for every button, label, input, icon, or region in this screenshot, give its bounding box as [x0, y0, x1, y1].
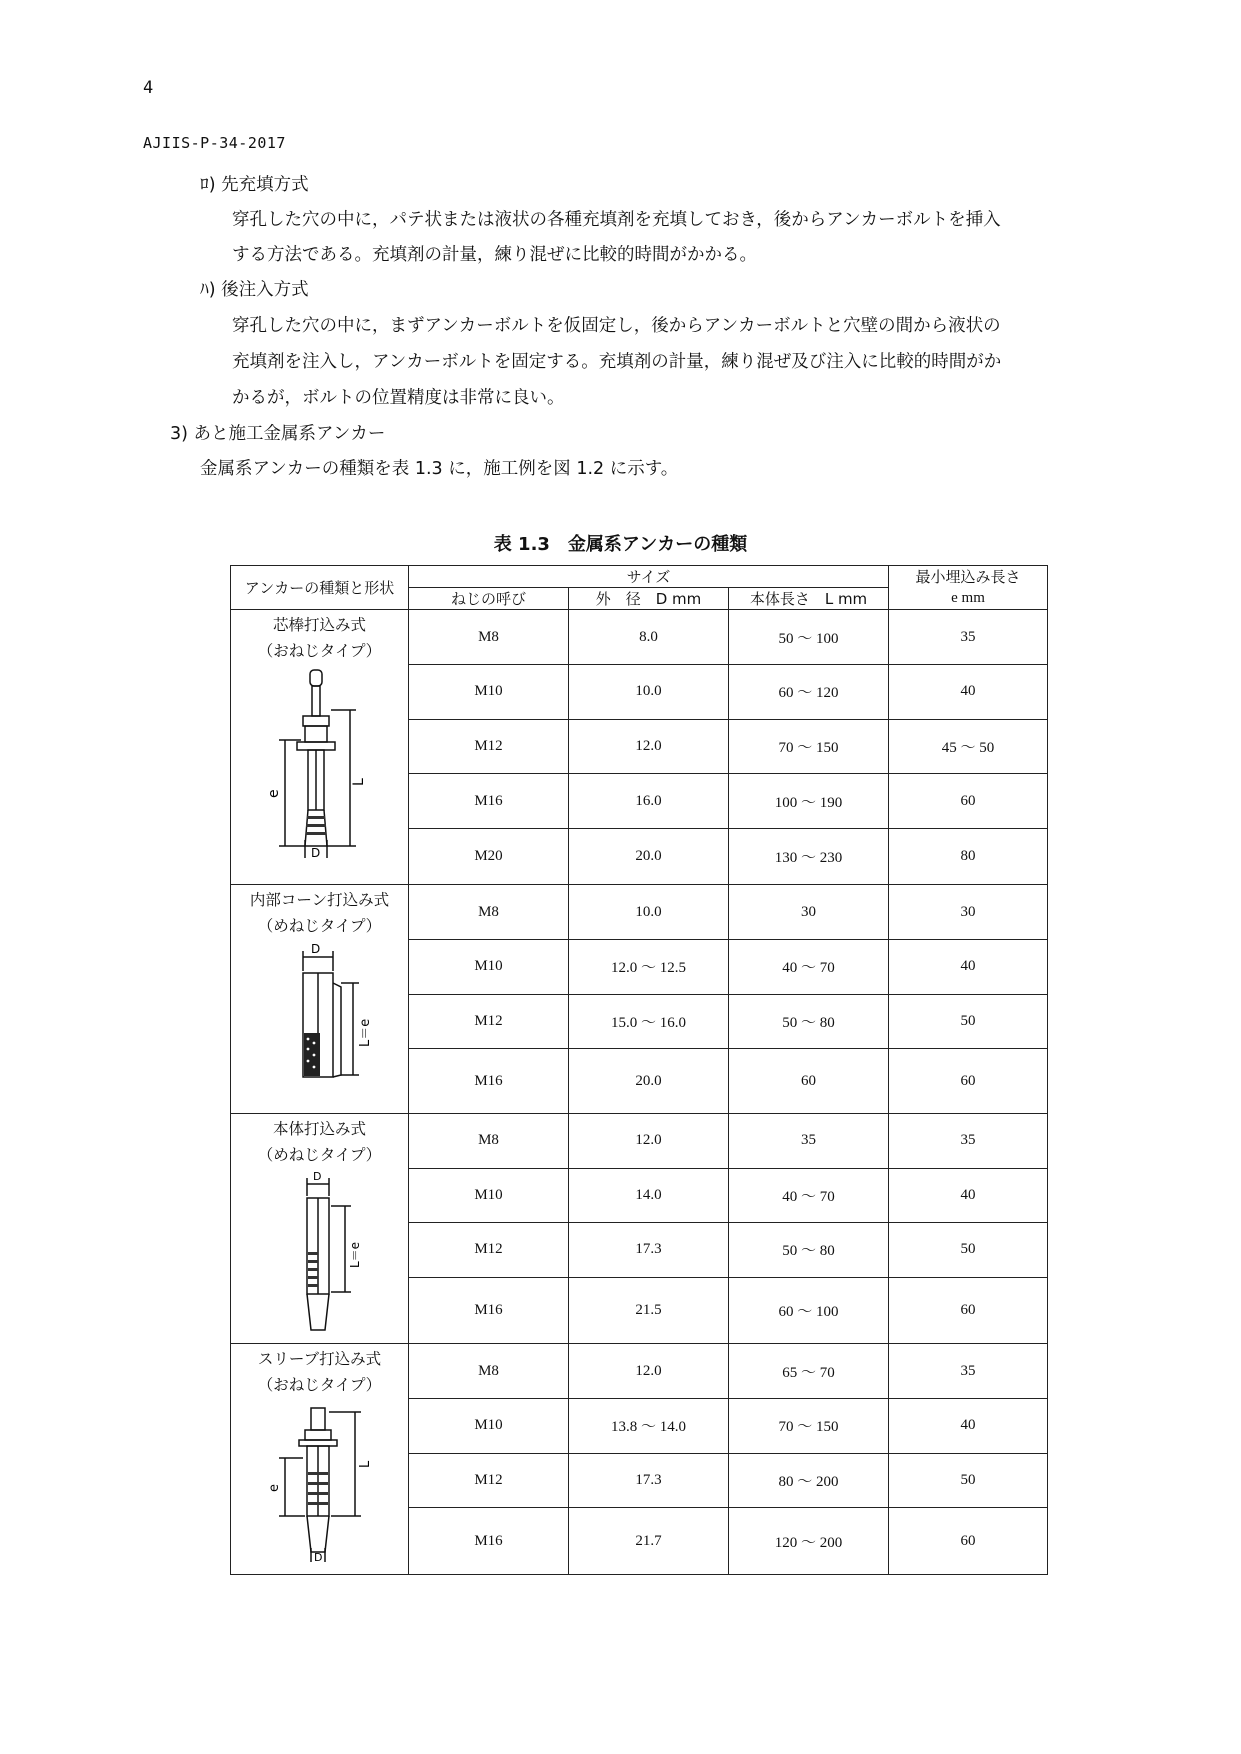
body-drive-anchor-drawing — [245, 1172, 395, 1332]
g4-r4-outer: 21.7 — [569, 1508, 729, 1575]
g1-r4-embed: 60 — [889, 774, 1048, 829]
g3-r2-outer: 14.0 — [569, 1168, 729, 1223]
g2-r2-outer: 12.0 ～ 12.5 — [569, 940, 729, 995]
g1-r3-embed: 45 ～ 50 — [889, 719, 1048, 774]
section-3-line: 金属系アンカーの種類を表 1.3 に，施工例を図 1.2 に示す。 — [200, 459, 679, 479]
g4-r1-thread: M8 — [409, 1344, 569, 1399]
section-ha-line-2: 充填剤を注入し，アンカーボルトを固定する。充填剤の計量，練り混ぜ及び注入に比較的時間がか — [232, 352, 1002, 372]
group-sleeve-name: スリーブ打込み式 — [257, 1350, 382, 1369]
group-body-drive-name: 本体打込み式 — [272, 1119, 366, 1138]
g2-r1-embed: 30 — [889, 885, 1048, 940]
g3-r4-length: 60 ～ 100 — [729, 1277, 889, 1344]
drawing-label-d: D — [310, 846, 320, 859]
g3-r2-embed: 40 — [889, 1168, 1048, 1223]
drawing-label-e: e — [265, 789, 282, 799]
g2-r2-thread: M10 — [409, 940, 569, 995]
g3-r1-length: 35 — [729, 1113, 889, 1168]
g3-r4-embed: 60 — [889, 1277, 1048, 1344]
g3-r2-thread: M10 — [409, 1168, 569, 1223]
g3-r3-embed: 50 — [889, 1223, 1048, 1278]
g1-r4-thread: M16 — [409, 774, 569, 829]
g1-r5-length: 130 ～ 230 — [729, 828, 889, 885]
g2-r4-embed: 60 — [889, 1049, 1048, 1114]
group-internal-cone-sub: （めねじタイプ） — [257, 917, 382, 936]
drawing-label-le-2: L＝e — [347, 1241, 362, 1268]
g4-r1-length: 65 ～ 70 — [729, 1344, 889, 1399]
table-title: 表 1.3 金属系アンカーの種類 — [493, 534, 748, 555]
group-internal-cone-cell — [231, 885, 409, 1113]
drawing-label-d-4: D — [313, 1551, 322, 1563]
g4-r4-embed: 60 — [889, 1508, 1048, 1575]
g4-r3-embed: 50 — [889, 1453, 1048, 1508]
g1-r4-outer: 16.0 — [569, 774, 729, 829]
g3-r2-length: 40 ～ 70 — [729, 1168, 889, 1223]
g2-r2-embed: 40 — [889, 940, 1048, 995]
g4-r3-outer: 17.3 — [569, 1453, 729, 1508]
g2-r4-length: 60 — [729, 1049, 889, 1114]
g3-r1-thread: M8 — [409, 1113, 569, 1168]
header-size: サイズ — [409, 566, 889, 588]
group-internal-cone-name: 内部コーン打込み式 — [249, 891, 390, 910]
section-3-heading: 3) あと施工金属系アンカー — [170, 424, 386, 444]
g4-r2-embed: 40 — [889, 1399, 1048, 1454]
drawing-label-le: L＝e — [357, 1019, 373, 1048]
g3-r1-outer: 12.0 — [569, 1113, 729, 1168]
section-ro-line-1: 穿孔した穴の中に，パテ状または液状の各種充填剤を充填しておき，後からアンカーボルトを挿入 — [232, 210, 1001, 230]
g2-r1-outer: 10.0 — [569, 885, 729, 940]
g4-r4-thread: M16 — [409, 1508, 569, 1575]
g4-r3-length: 80 ～ 200 — [729, 1453, 889, 1508]
g4-r1-outer: 12.0 — [569, 1344, 729, 1399]
drawing-label-l: L — [350, 778, 367, 787]
group-body-drive-cell — [231, 1113, 409, 1344]
g1-r2-outer: 10.0 — [569, 665, 729, 720]
section-ha-line-3: かるが，ボルトの位置精度は非常に良い。 — [232, 388, 565, 408]
internal-cone-anchor-drawing — [245, 943, 395, 1093]
g3-r1-embed: 35 — [889, 1113, 1048, 1168]
header-embed-top: 最小埋込み長さ — [889, 566, 1048, 588]
g2-r2-length: 40 ～ 70 — [729, 940, 889, 995]
header-thread: ねじの呼び — [409, 588, 569, 610]
g1-r5-outer: 20.0 — [569, 828, 729, 885]
header-body-length: 本体長さ L mm — [729, 588, 889, 610]
core-rod-anchor-drawing — [245, 668, 395, 858]
g4-r2-outer: 13.8 ～ 14.0 — [569, 1399, 729, 1454]
g3-r4-outer: 21.5 — [569, 1277, 729, 1344]
g1-r5-embed: 80 — [889, 828, 1048, 885]
header-embed-bottom: e mm — [889, 588, 1048, 610]
g1-r2-length: 60 ～ 120 — [729, 665, 889, 720]
group-sleeve-cell — [231, 1344, 409, 1575]
g2-r3-embed: 50 — [889, 994, 1048, 1049]
g3-r3-length: 50 ～ 80 — [729, 1223, 889, 1278]
section-ro-line-2: する方法である。充填剤の計量，練り混ぜに比較的時間がかかる。 — [232, 245, 757, 265]
g1-r1-embed: 35 — [889, 610, 1048, 665]
group-body-drive-sub: （めねじタイプ） — [257, 1145, 382, 1164]
header-type: アンカーの種類と形状 — [231, 566, 409, 610]
g3-r3-thread: M12 — [409, 1223, 569, 1278]
group-core-rod-name: 芯棒打込み式 — [272, 616, 366, 635]
g2-r3-thread: M12 — [409, 994, 569, 1049]
g1-r1-length: 50 ～ 100 — [729, 610, 889, 665]
section-ha-line-1: 穿孔した穴の中に，まずアンカーボルトを仮固定し，後からアンカーボルトと穴壁の間から液状の — [232, 316, 1001, 336]
g3-r4-thread: M16 — [409, 1277, 569, 1344]
g1-r3-thread: M12 — [409, 719, 569, 774]
g1-r1-outer: 8.0 — [569, 610, 729, 665]
g1-r5-thread: M20 — [409, 828, 569, 885]
g4-r3-thread: M12 — [409, 1453, 569, 1508]
g1-r3-outer: 12.0 — [569, 719, 729, 774]
section-ha-heading: ﾊ) 後注入方式 — [200, 280, 309, 300]
g2-r3-length: 50 ～ 80 — [729, 994, 889, 1049]
g1-r1-thread: M8 — [409, 610, 569, 665]
g4-r2-length: 70 ～ 150 — [729, 1399, 889, 1454]
sleeve-anchor-drawing — [245, 1402, 395, 1562]
g1-r2-thread: M10 — [409, 665, 569, 720]
document-id: AJIIS-P-34-2017 — [143, 134, 286, 152]
anchor-types-table — [230, 565, 1048, 1575]
g4-r2-thread: M10 — [409, 1399, 569, 1454]
g2-r1-length: 30 — [729, 885, 889, 940]
g4-r1-embed: 35 — [889, 1344, 1048, 1399]
group-core-rod-sub: （おねじタイプ） — [257, 642, 382, 661]
page-number: 4 — [143, 78, 154, 98]
g2-r3-outer: 15.0 ～ 16.0 — [569, 994, 729, 1049]
g1-r4-length: 100 ～ 190 — [729, 774, 889, 829]
g2-r1-thread: M8 — [409, 885, 569, 940]
drawing-label-l-2: L — [357, 1461, 373, 1469]
g2-r4-outer: 20.0 — [569, 1049, 729, 1114]
drawing-label-e-2: e — [266, 1484, 282, 1493]
g1-r3-length: 70 ～ 150 — [729, 719, 889, 774]
group-core-rod-cell — [231, 610, 409, 885]
drawing-label-d-2: D — [310, 943, 320, 957]
g1-r2-embed: 40 — [889, 665, 1048, 720]
drawing-label-d-3: D — [312, 1171, 321, 1183]
g4-r4-length: 120 ～ 200 — [729, 1508, 889, 1575]
group-sleeve-sub: （おねじタイプ） — [257, 1376, 382, 1395]
g3-r3-outer: 17.3 — [569, 1223, 729, 1278]
section-ro-heading: ﾛ) 先充填方式 — [200, 175, 309, 195]
g2-r4-thread: M16 — [409, 1049, 569, 1114]
header-outer-diameter: 外 径 D mm — [569, 588, 729, 610]
